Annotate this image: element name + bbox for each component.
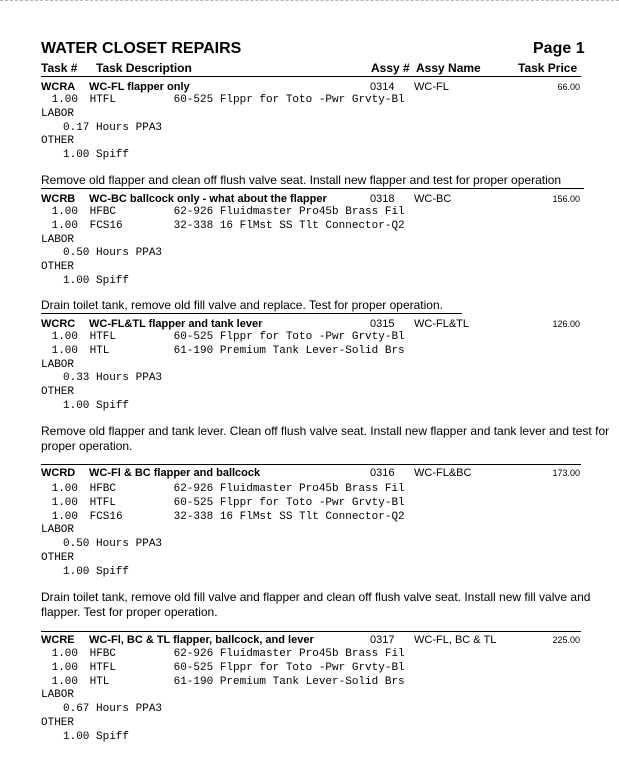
part-desc: 61-190 Premium Tank Lever-Solid Brs: [173, 675, 405, 688]
part-desc: 62-926 Fluidmaster Pro45b Brass Fil: [173, 483, 405, 495]
part-qty: 1.00: [51, 661, 78, 674]
part-line: [41, 345, 405, 359]
other-label: OTHER: [41, 135, 75, 148]
part-code: HFBC: [89, 206, 117, 218]
task-lines: [41, 483, 405, 580]
assy-number: 0317: [370, 634, 395, 646]
task-description: WC-Fl, BC & TL flapper, ballcock, and lever: [89, 634, 314, 646]
part-qty: 1.00: [51, 648, 78, 660]
part-qty: 1.00: [51, 94, 78, 106]
part-qty: 1.00: [51, 483, 78, 495]
other-item: 1.00 Spiff: [63, 274, 130, 287]
assy-name: WC-BC: [414, 193, 452, 205]
part-qty: 1.00: [51, 510, 78, 523]
header-assy-number: Assy #: [371, 61, 410, 75]
part-qty: 1.00: [51, 219, 78, 232]
task-price: 156.00: [552, 194, 580, 204]
part-code: HTFL: [89, 331, 117, 343]
assy-number: 0314: [370, 81, 395, 93]
header-rule: [41, 76, 581, 77]
part-line: [41, 206, 405, 220]
task-rule: [41, 631, 581, 632]
labor-hours: 0.33 Hours PPA3: [63, 372, 163, 385]
part-qty: 1.00: [51, 344, 78, 357]
task-price: 126.00: [552, 319, 580, 329]
part-code: FCS16: [89, 510, 123, 523]
part-line: [41, 331, 405, 345]
task-code: WCRC: [41, 318, 76, 330]
part-code: HFBC: [89, 648, 117, 660]
part-qty: 1.00: [51, 206, 78, 218]
labor-label: LABOR: [41, 358, 75, 371]
part-code: HFBC: [89, 483, 117, 495]
task-description: WC-BC ballcock only - what about the flapper: [89, 193, 327, 205]
part-line: [41, 648, 405, 662]
part-line: [41, 511, 405, 525]
part-qty: 1.00: [51, 496, 78, 509]
task-header: [0, 318, 619, 331]
part-desc: 60-525 Flppr for Toto -Pwr Grvty-Bl: [173, 94, 405, 106]
task-note: Drain toilet tank, remove old fill valve and replace. Test for proper operation.: [41, 298, 462, 314]
assy-number: 0315: [370, 318, 395, 330]
task-description: WC-FL&TL flapper and tank lever: [89, 318, 263, 330]
task-code: WCRE: [41, 634, 75, 646]
labor-hours: 0.67 Hours PPA3: [63, 703, 163, 716]
task-lines: [41, 331, 405, 414]
assy-number: 0316: [370, 467, 395, 479]
other-item: 1.00 Spiff: [63, 565, 130, 578]
task-lines: [41, 206, 405, 289]
part-line: [41, 662, 405, 676]
labor-hours: 0.17 Hours PPA3: [63, 121, 163, 134]
part-code: HTL: [89, 344, 110, 357]
task-rule: [41, 464, 581, 465]
part-code: HTFL: [89, 496, 117, 509]
header-task-description: Task Description: [96, 61, 192, 75]
task-price: 66.00: [557, 82, 580, 92]
part-desc: 32-338 16 FlMst SS Tlt Connector-Q2: [173, 510, 405, 523]
labor-hours: 0.50 Hours PPA3: [63, 247, 163, 260]
report-title: WATER CLOSET REPAIRS: [41, 40, 242, 57]
task-header: [0, 193, 619, 206]
part-code: FCS16: [89, 219, 123, 232]
task-lines: [41, 94, 405, 163]
part-line: [41, 676, 405, 690]
assy-name: WC-FL: [414, 81, 449, 93]
part-desc: 60-525 Flppr for Toto -Pwr Grvty-Bl: [173, 661, 405, 674]
other-label: OTHER: [41, 551, 75, 564]
assy-name: WC-FL&TL: [414, 318, 469, 330]
task-description: WC-Fl & BC flapper and ballcock: [89, 467, 261, 479]
other-label: OTHER: [41, 716, 75, 729]
part-desc: 62-926 Fluidmaster Pro45b Brass Fil: [173, 648, 405, 660]
other-item: 1.00 Spiff: [63, 149, 130, 162]
part-qty: 1.00: [51, 675, 78, 688]
part-desc: 60-525 Flppr for Toto -Pwr Grvty-Bl: [173, 331, 405, 343]
task-code: WCRA: [41, 81, 76, 93]
other-label: OTHER: [41, 386, 75, 399]
assy-name: WC-FL, BC & TL: [414, 634, 497, 646]
part-line: [41, 220, 405, 234]
task-lines: [41, 648, 405, 745]
assy-number: 0318: [370, 193, 395, 205]
part-code: HTFL: [89, 94, 117, 106]
part-line: [41, 497, 405, 511]
part-line: [41, 94, 405, 108]
part-desc: 61-190 Premium Tank Lever-Solid Brs: [173, 344, 405, 357]
labor-hours: 0.50 Hours PPA3: [63, 538, 163, 551]
task-header: [0, 467, 619, 480]
labor-label: LABOR: [41, 689, 75, 702]
task-note: Drain toilet tank, remove old fill valve and flapper and clean off flush valve seat. Install new fill valve and flapper. Test for proper operation.: [41, 590, 591, 619]
task-price: 225.00: [552, 635, 580, 645]
task-price: 173.00: [552, 468, 580, 478]
header-task-number: Task #: [41, 61, 78, 75]
assy-name: WC-FL&BC: [414, 467, 472, 479]
header-task-price: Task Price: [518, 61, 578, 75]
part-code: HTL: [89, 675, 110, 688]
other-item: 1.00 Spiff: [63, 399, 130, 412]
page-number: Page 1: [533, 40, 585, 57]
task-header: [0, 634, 619, 647]
page-top-border: [0, 0, 619, 1]
task-note: Remove old flapper and tank lever. Clean off flush valve seat. Install new flapper and tank lever and test for proper operation.: [41, 424, 610, 453]
task-description: WC-FL flapper only: [89, 81, 190, 93]
task-code: WCRB: [41, 193, 76, 205]
labor-label: LABOR: [41, 524, 75, 537]
labor-label: LABOR: [41, 107, 75, 120]
task-note: Remove old flapper and clean off flush valve seat. Install new flapper and test for proper operation: [41, 173, 584, 189]
task-header: [0, 81, 619, 94]
other-label: OTHER: [41, 261, 75, 274]
part-code: HTFL: [89, 661, 117, 674]
labor-label: LABOR: [41, 233, 75, 246]
part-desc: 62-926 Fluidmaster Pro45b Brass Fil: [173, 206, 405, 218]
part-line: [41, 483, 405, 497]
task-code: WCRD: [41, 467, 76, 479]
part-qty: 1.00: [51, 331, 78, 343]
other-item: 1.00 Spiff: [63, 730, 130, 743]
part-desc: 32-338 16 FlMst SS Tlt Connector-Q2: [173, 219, 405, 232]
part-desc: 60-525 Flppr for Toto -Pwr Grvty-Bl: [173, 496, 405, 509]
header-assy-name: Assy Name: [416, 61, 481, 75]
